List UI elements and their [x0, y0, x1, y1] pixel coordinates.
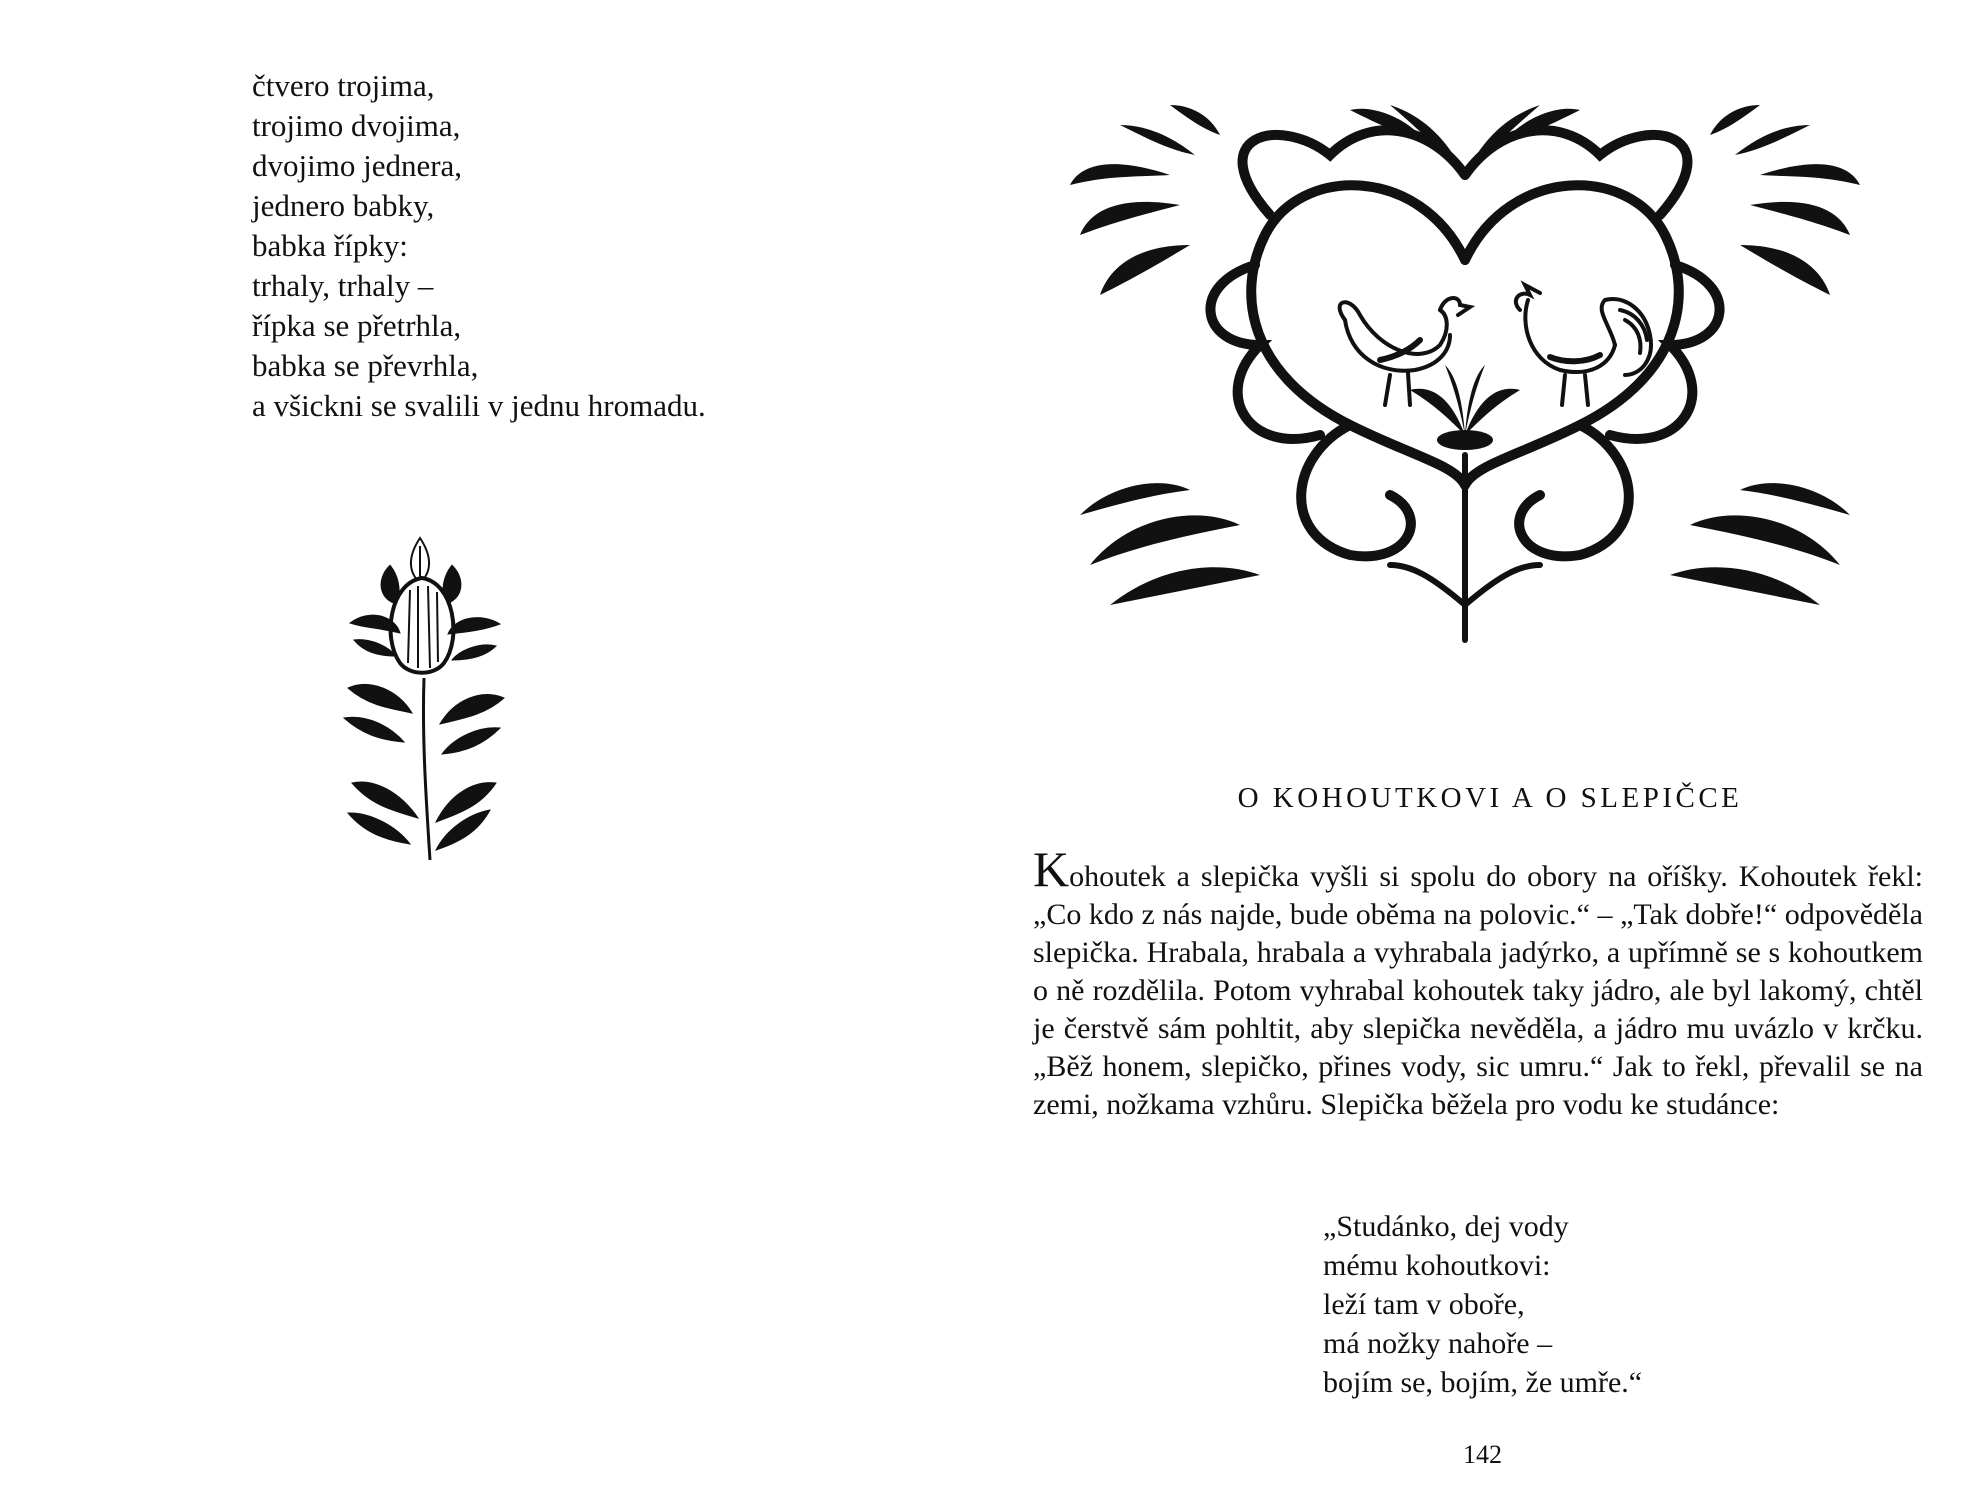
poem-line: „Studánko, dej vody	[1323, 1210, 1569, 1243]
right-poem	[1323, 1207, 1642, 1402]
poem-line: má nožky nahoře –	[1323, 1327, 1553, 1360]
dropcap: K	[1033, 841, 1070, 897]
poem-line: dvojimo jednera,	[252, 148, 463, 183]
poem-line: a všickni se svalili v jednu hromadu.	[252, 388, 706, 423]
left-poem	[252, 66, 706, 426]
poem-line: čtvero trojima,	[252, 68, 435, 103]
poem-line: mému kohoutkovi:	[1323, 1249, 1551, 1282]
poem-line: babka se převrhla,	[252, 348, 479, 383]
poem-line: leží tam v oboře,	[1323, 1288, 1525, 1321]
tulip-illustration	[340, 528, 510, 866]
poem-line: jednero babky,	[252, 188, 435, 223]
poem-line: trojimo dvojima,	[252, 108, 461, 143]
page-number: 142	[1463, 1440, 1502, 1469]
poem-line: řípka se přetrhla,	[252, 308, 462, 343]
story-title: O KOHOUTKOVI A O SLEPIČCE	[1237, 782, 1743, 814]
right-page	[985, 0, 1970, 1500]
story-body	[1033, 841, 1923, 1124]
story-body-text: ohoutek a slepička vyšli si spolu do obory na oříšky. Kohoutek řekl: „Co kdo z nás najde, bude oběma na polovic.“ – „Tak dobře!“ odpověděla slepička. Hrabala, hrabala a vyhrabala jadýrko, a upřímně se s kohoutkem o ně rozdělila. Potom vyhrabal kohoutek taky jádro, ale byl lakomý, chtěl je čerstvě sám pohltit, aby slepička nevěděla, a jádro mu uvázlo v krčku. „Běž honem, slepičko, přines vody, sic umru.“ Jak to řekl, převalil se na zemi, nožkama vzhůru. Slepička běžela pro vodu ke studánce:	[1033, 860, 1923, 1121]
poem-line: babka řípky:	[252, 228, 408, 263]
rooster-hen-ornament	[1050, 95, 1880, 655]
poem-line: trhaly, trhaly –	[252, 268, 434, 303]
poem-line: bojím se, bojím, že umře.“	[1323, 1366, 1643, 1399]
